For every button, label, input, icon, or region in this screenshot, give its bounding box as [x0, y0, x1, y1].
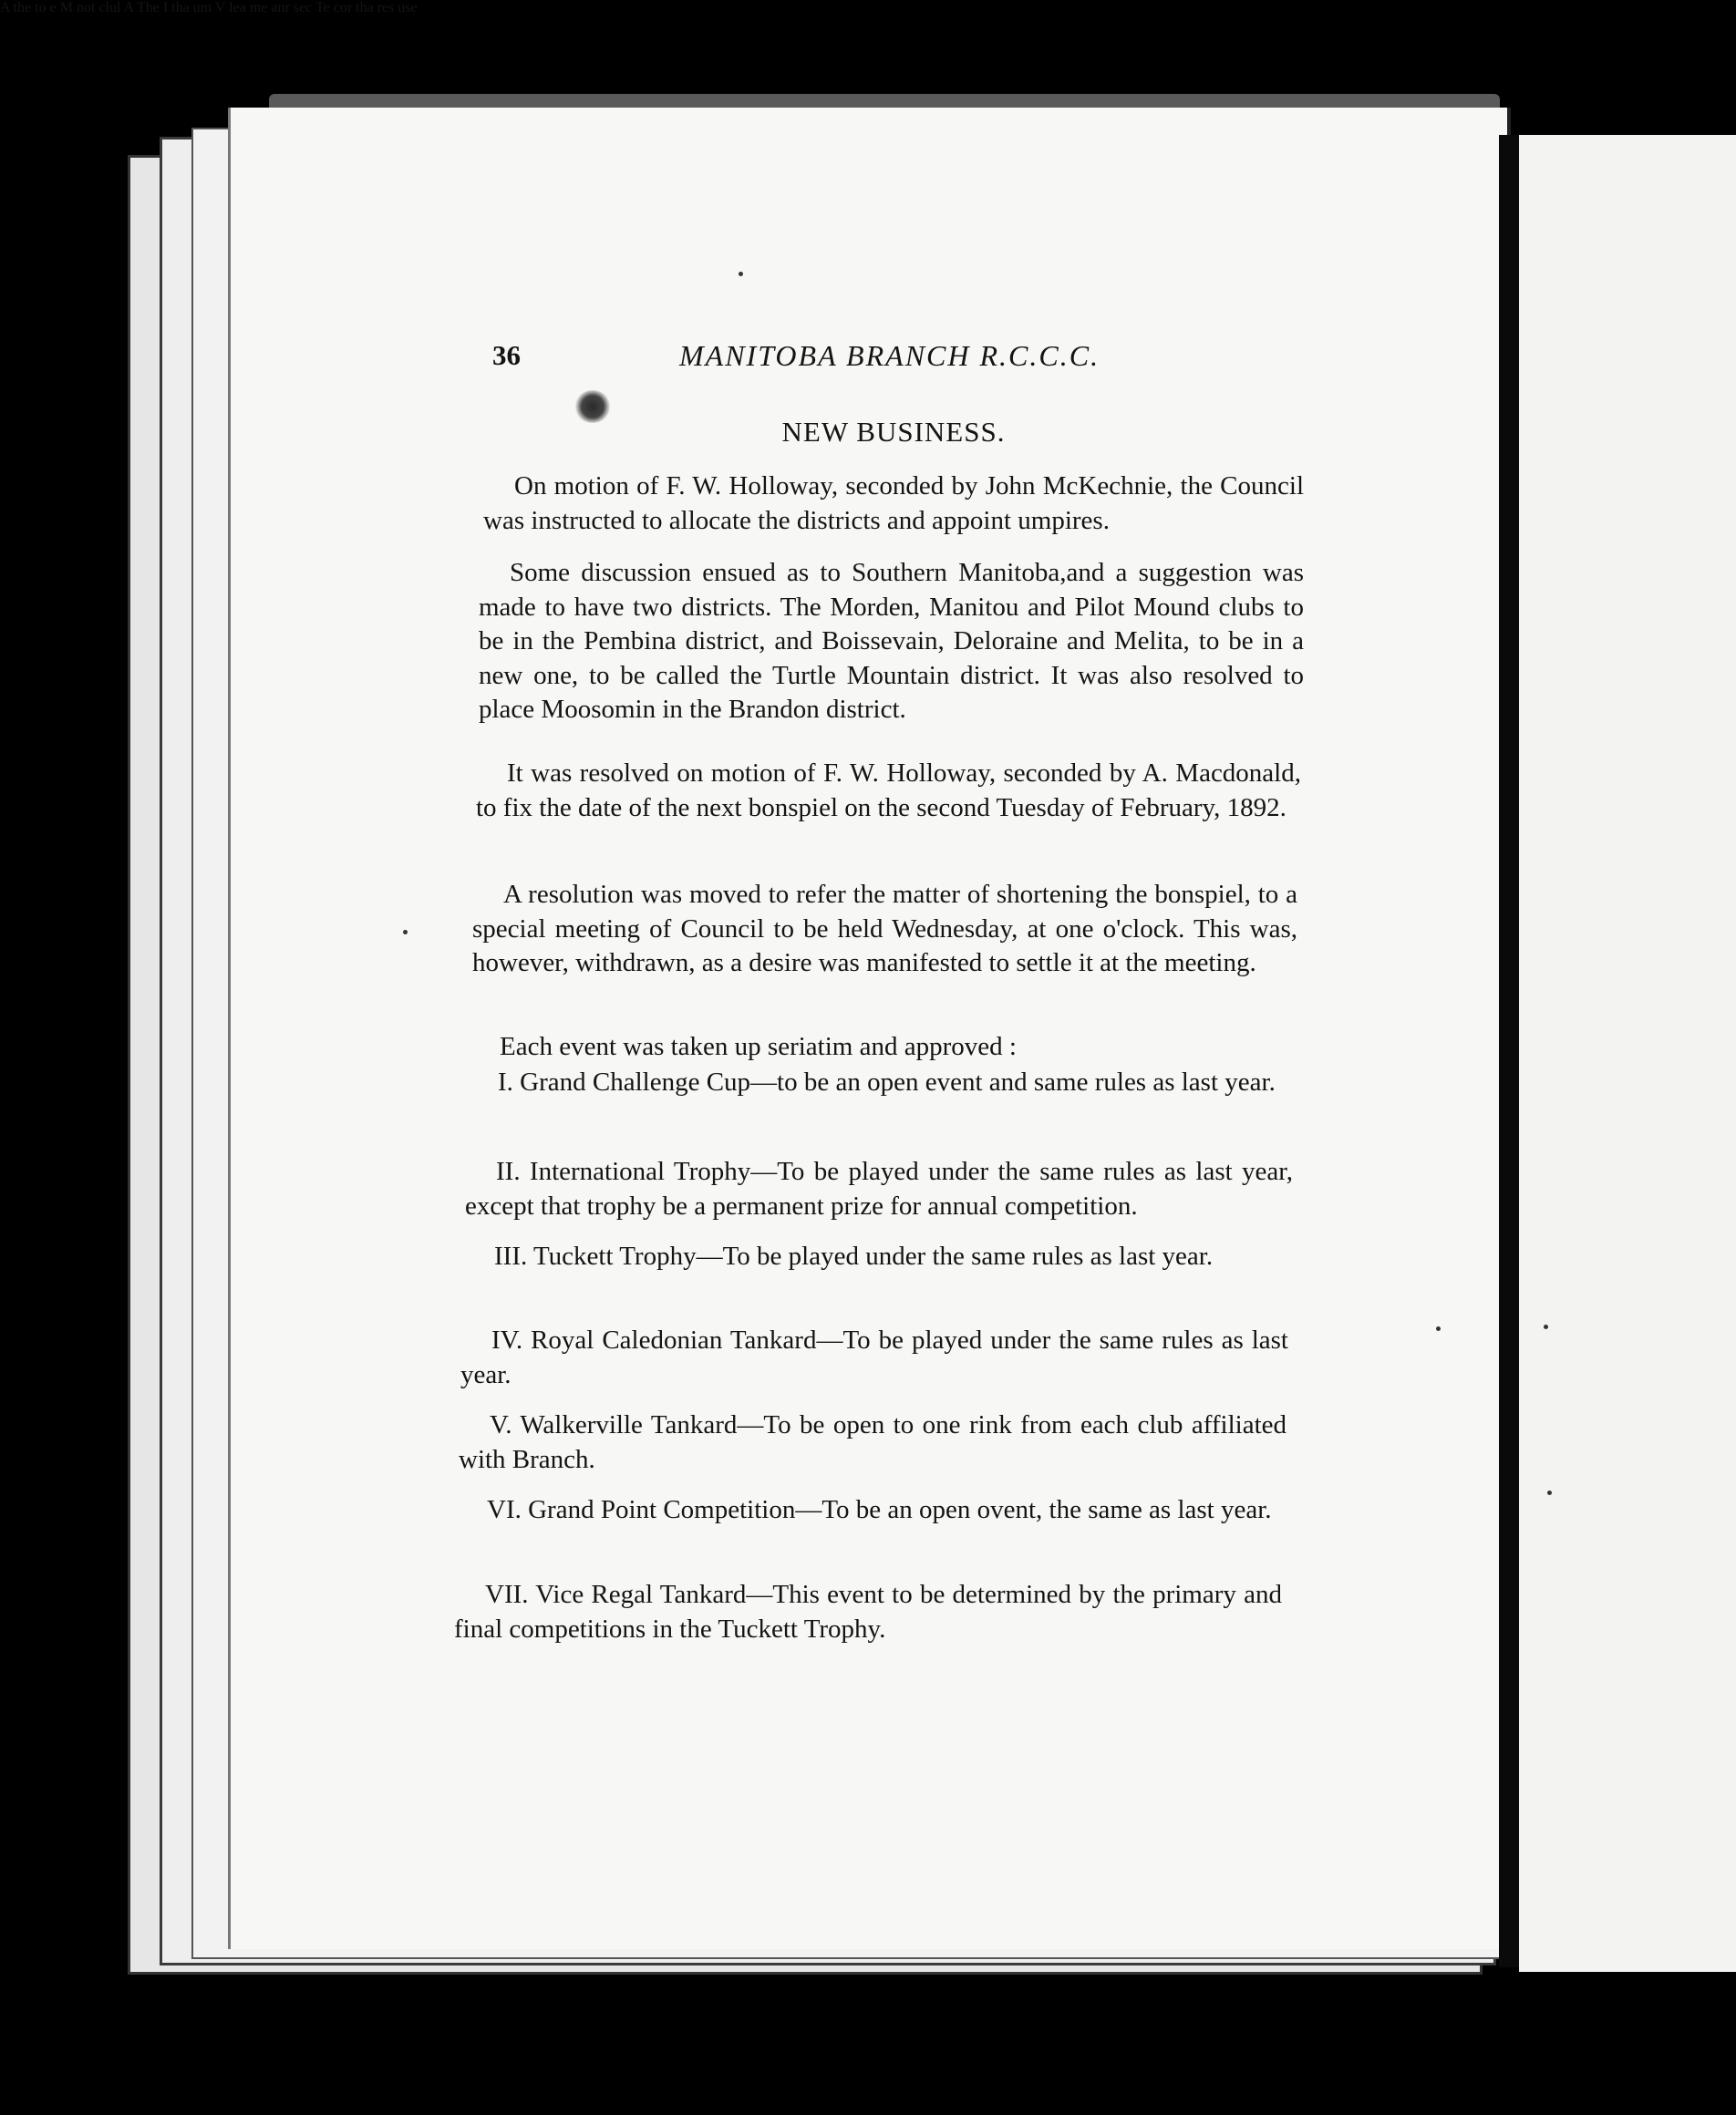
paragraph-districts: Some discussion ensued as to Southern Manitoba,and a suggestion was made to have two districts. The Morden, Manitou and Pilot Mound clubs to be in the Pembina district, and Boissevain, Deloraine and Melita, to be in a new one, to be called the Turtle Mountain district. It was also resolved to place Moosomin in the Brandon district. [479, 558, 1304, 724]
speck [1436, 1326, 1441, 1331]
event-item: VI. Grand Point Competition—To be an open ovent, the same as last year. [487, 1495, 1272, 1524]
right-page-fragments [0, 0, 1736, 16]
right-page-fragment: res [377, 0, 395, 15]
right-page-fragment: anr [271, 0, 290, 15]
right-page-fragment: M [59, 0, 73, 15]
right-page-fragment: I [162, 0, 169, 15]
right-page-fragment: sec [293, 0, 313, 15]
right-page-fragment: use [398, 0, 418, 15]
right-page-fragment: not [77, 0, 96, 15]
right-page-fragment: um [192, 0, 212, 15]
speck [403, 930, 408, 934]
paragraph-resolution: A resolution was moved to refer the matter of shortening the bonspiel, to a special meeting of Council to be held Wednesday, at one o'clock. This was, however, withdrawn, as a desire was manifested to settle it at the meeting. [472, 880, 1297, 977]
section-heading: NEW BUSINESS. [781, 416, 1006, 448]
right-page-fragment: V [214, 0, 226, 15]
right-page-fragment: A [123, 0, 134, 15]
book-gutter [1499, 135, 1519, 1967]
event-item: I. Grand Challenge Cup—to be an open event and same rules as last year. [498, 1068, 1276, 1097]
paragraph-motion-umpires: On motion of F. W. Holloway, seconded by John McKechnie, the Council was instructed to allocate the districts and appoint umpires. [483, 471, 1304, 535]
ink-blot [574, 390, 611, 423]
right-page-fragment: to e [35, 0, 57, 15]
book-page-right [1519, 135, 1736, 1972]
event-item: III. Tuckett Trophy—To be played under the same rules as last year. [494, 1242, 1214, 1271]
right-page-fragment: cor [333, 0, 353, 15]
right-page-fragment: me [249, 0, 268, 15]
right-page-fragment: lea [229, 0, 246, 15]
page-number: 36 [492, 339, 521, 371]
right-page-fragment: clul [98, 0, 121, 15]
right-page-fragment: A [0, 0, 10, 15]
event-item: V. Walkerville Tankard—To be open to one rink from each club affiliated with Branch. [459, 1410, 1286, 1474]
event-item: IV. Royal Caledonian Tankard—To be played under the same rules as last year. [460, 1326, 1288, 1389]
speck [739, 272, 743, 276]
right-page-fragment: tha [171, 0, 190, 15]
book-page-left [228, 108, 1511, 1949]
event-item: VII. Vice Regal Tankard—This event to be determined by the primary and final competitions in the Tuckett Trophy. [454, 1580, 1282, 1644]
running-title: MANITOBA BRANCH R.C.C.C. [679, 339, 1100, 372]
paragraph-bonspiel-date: It was resolved on motion of F. W. Holloway, seconded by A. Macdonald, to fix the date of the next bonspiel on the second Tuesday of February, 1892. [476, 758, 1301, 822]
right-page-fragment: The [136, 0, 160, 15]
paragraph-events-intro: Each event was taken up seriatim and approved : [500, 1032, 1017, 1061]
right-page-fragment: Te [315, 0, 330, 15]
event-item: II. International Trophy—To be played under the same rules as last year, except that trophy be a permanent prize for annual competition. [465, 1157, 1293, 1221]
speck [1547, 1491, 1552, 1495]
page-header [483, 339, 1304, 379]
right-page-fragment: the [13, 0, 32, 15]
speck [1544, 1325, 1548, 1329]
right-page-fragment: tha [356, 0, 374, 15]
